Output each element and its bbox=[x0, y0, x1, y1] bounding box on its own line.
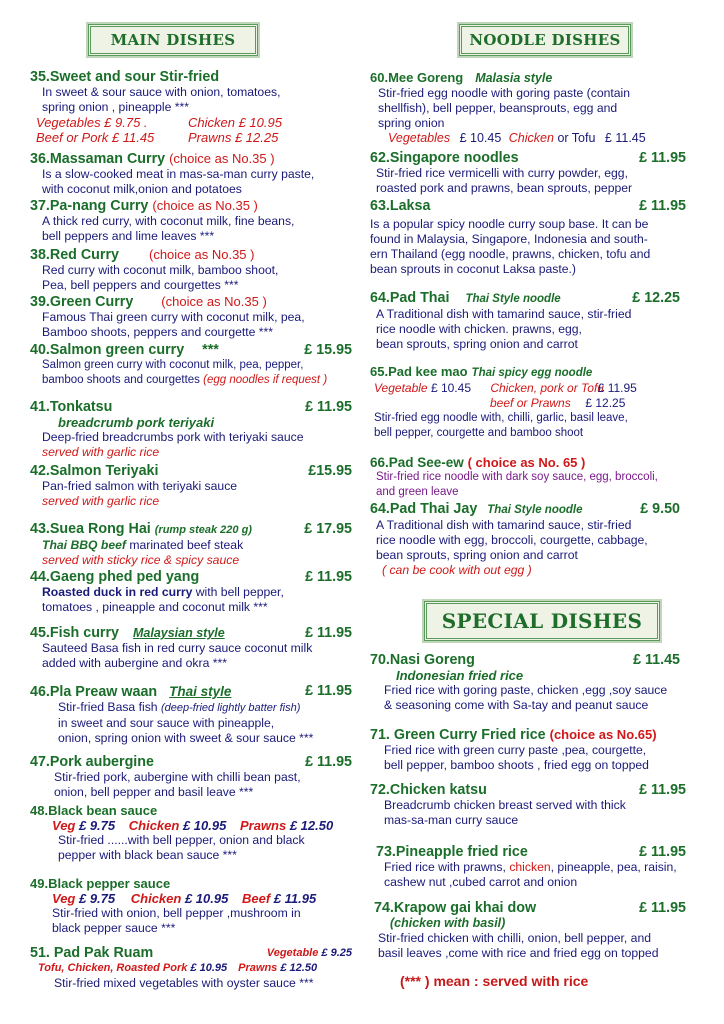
item-price: £ 11.95 bbox=[639, 782, 686, 798]
item-title: 47.Pork aubergine bbox=[30, 754, 154, 770]
item-subtitle: Thai BBQ beef bbox=[42, 538, 126, 552]
price-label: Vegetables bbox=[388, 131, 451, 145]
item-desc-line: onion, spring onion with sweet & sour sauce *** bbox=[58, 731, 314, 745]
price-label: Vegetables £ 9.75 . bbox=[36, 115, 148, 130]
price-value: £ 11.95 bbox=[597, 381, 637, 395]
item-note: (deep-fried lightly batter fish) bbox=[160, 702, 301, 714]
item-note: served with garlic rice bbox=[42, 445, 160, 459]
item-desc-line: Bamboo shoots, peppers and courgette *** bbox=[42, 325, 274, 339]
item-desc-line: tomatoes , pineapple and coconut milk *** bbox=[42, 600, 268, 614]
price-label: beef or Prawns bbox=[490, 396, 571, 410]
item-desc-line: A Traditional dish with tamarind sauce, stir-fried bbox=[376, 307, 632, 321]
price-value: £ 11.45 bbox=[604, 131, 646, 145]
price-label: Chicken, pork or Tofu bbox=[490, 381, 604, 395]
item-choice: (choice as No.35 ) bbox=[169, 151, 275, 166]
item-desc-line: A thick red curry, with coconut milk, fine beans, bbox=[42, 214, 295, 228]
item-desc-line: with coconut milk,onion and potatoes bbox=[42, 182, 242, 196]
item-desc-line: Deep-fried breadcrumbs pork with teriyaki sauce bbox=[42, 430, 304, 444]
item-title: 43.Suea Rong Hai bbox=[30, 521, 151, 537]
menu-item-73 bbox=[370, 845, 690, 890]
menu-item-74 bbox=[370, 901, 690, 961]
item-desc-line: bean sprouts in coconut Laksa paste.) bbox=[370, 262, 576, 276]
item-desc-line: Stir-fried rice vermicelli with curry powder, egg, bbox=[376, 166, 628, 180]
item-subtitle: (chicken with basil) bbox=[390, 916, 506, 930]
menu-item-46 bbox=[30, 684, 352, 746]
item-desc-line: basil leaves ,come with rice and fried egg on topped bbox=[378, 946, 659, 960]
menu-item-65 bbox=[370, 364, 690, 441]
price-label: Chicken bbox=[508, 131, 554, 145]
menu-item-40 bbox=[30, 343, 352, 388]
item-subtitle: breadcrumb pork teriyaki bbox=[58, 415, 215, 430]
item-note: ( can be cook with out egg ) bbox=[382, 563, 532, 577]
special-dishes-banner: SPECIAL DISHES bbox=[424, 601, 660, 641]
item-desc-line: marinated beef steak bbox=[129, 538, 244, 552]
item-desc-line: Sauteed Basa fish in red curry sauce coconut milk bbox=[42, 641, 313, 655]
item-desc-line: mas-sa-man curry sauce bbox=[384, 813, 519, 827]
item-desc-line: Stir-fried Basa fish bbox=[58, 700, 158, 714]
menu-item-37 bbox=[30, 198, 352, 244]
item-desc-line: Stir-fried pork, aubergine with chilli bean past, bbox=[54, 770, 301, 784]
item-note: served with sticky rice & spicy sauce bbox=[42, 553, 240, 567]
item-price: £ 11.95 bbox=[305, 754, 352, 770]
item-price: £ 11.45 bbox=[633, 652, 680, 668]
noodle-dishes-banner: NOODLE DISHES bbox=[459, 24, 631, 56]
item-highlight: Roasted duck in red curry bbox=[42, 585, 193, 599]
price-label: Chicken bbox=[130, 891, 182, 906]
item-desc-line: Stir-fried egg noodle with goring paste (contain bbox=[378, 86, 631, 100]
item-desc-highlight: chicken bbox=[509, 860, 551, 874]
item-desc-line: Is a slow-cooked meat in mas-sa-man curry paste, bbox=[42, 167, 315, 181]
item-desc-line: bean sprouts, spring onion and carrot bbox=[376, 548, 578, 562]
item-subtitle: Thai spicy egg noodle bbox=[471, 367, 593, 379]
item-price: £ 11.95 bbox=[305, 569, 352, 585]
item-desc-line: ern Thailand (egg noodle, prawns, chicken, tofu and bbox=[370, 247, 651, 261]
menu-item-64 bbox=[370, 291, 690, 352]
item-title: 37.Pa-nang Curry bbox=[30, 198, 149, 214]
item-price: £ 15.95 bbox=[304, 342, 352, 358]
item-title: 73.Pineapple fried rice bbox=[376, 844, 528, 860]
item-desc-line: pepper with black bean sauce *** bbox=[58, 848, 237, 862]
item-subtitle: Malasia style bbox=[475, 71, 553, 85]
menu-item-45 bbox=[30, 626, 352, 671]
price-value: £ 12.50 bbox=[280, 962, 318, 974]
item-desc-line: , pineapple, pea, raisin, bbox=[550, 860, 677, 874]
item-subtitle: Thai style bbox=[169, 684, 232, 699]
menu-item-49 bbox=[30, 876, 352, 936]
item-desc-line: bean sprouts, spring onion and carrot bbox=[376, 337, 578, 351]
item-title: 46.Pla Preaw waan bbox=[30, 684, 158, 700]
item-subtitle: Malaysian style bbox=[132, 626, 225, 640]
item-desc-line: Fried rice with goring paste, chicken ,egg ,soy sauce bbox=[384, 683, 668, 697]
item-desc-line: A Traditional dish with tamarind sauce, stir-fried bbox=[376, 518, 632, 532]
item-desc-line: & seasoning come with Sa-tay and peanut sauce bbox=[384, 698, 649, 712]
item-title: 72.Chicken katsu bbox=[370, 782, 487, 798]
item-price: £ 17.95 bbox=[304, 521, 352, 537]
item-desc-line: Famous Thai green curry with coconut milk, pea, bbox=[42, 310, 305, 324]
item-desc-line: Fried rice with prawns, bbox=[384, 860, 506, 874]
price-value: £ 12.25 bbox=[585, 396, 626, 410]
item-price: £ 11.95 bbox=[639, 198, 686, 214]
item-desc-line: black pepper sauce *** bbox=[52, 921, 176, 935]
rice-stars: *** bbox=[202, 342, 219, 358]
price-label: Prawns £ 12.25 bbox=[188, 130, 279, 145]
price-value: £ 10.95 bbox=[190, 962, 228, 974]
item-title: 41.Tonkatsu bbox=[30, 399, 113, 415]
item-title: 40.Salmon green curry bbox=[30, 342, 185, 358]
item-desc-line: with bell pepper, bbox=[195, 585, 284, 599]
menu-item-44 bbox=[30, 570, 352, 615]
item-title: 36.Massaman Curry bbox=[30, 151, 166, 167]
item-title: 66.Pad See-ew bbox=[370, 455, 464, 470]
price-label: Chicken £ 10.95 bbox=[188, 115, 282, 130]
menu-item-66 bbox=[370, 455, 690, 500]
price-value: £ 10.45 bbox=[459, 131, 502, 145]
item-title: 74.Krapow gai khai dow bbox=[374, 900, 537, 916]
item-title: 38.Red Curry bbox=[30, 247, 119, 263]
menu-item-62 bbox=[370, 151, 690, 196]
price-value: £ 9.75 bbox=[78, 891, 116, 906]
menu-item-47 bbox=[30, 755, 352, 800]
item-desc-line: found in Malaysia, Singapore, Indonesia and south- bbox=[370, 232, 648, 246]
item-title: 49.Black pepper sauce bbox=[30, 876, 171, 891]
item-title: 39.Green Curry bbox=[30, 294, 134, 310]
item-desc-line: spring onion bbox=[378, 116, 445, 130]
menu-item-42 bbox=[30, 464, 352, 509]
item-desc-line: bamboo shoots and courgettes bbox=[42, 374, 200, 386]
item-tag: (rump steak 220 g) bbox=[154, 524, 252, 536]
menu-item-71 bbox=[370, 727, 690, 773]
item-choice: (choice as No.35 ) bbox=[161, 294, 267, 309]
price-label: Beef bbox=[241, 891, 271, 906]
item-desc-line: in sweet and sour sauce with pineapple, bbox=[58, 716, 275, 730]
price-value: £ 12.50 bbox=[289, 818, 334, 833]
menu-item-60 bbox=[370, 70, 690, 146]
item-title: 65.Pad kee mao bbox=[370, 364, 468, 379]
item-desc-line: and green leave bbox=[376, 486, 459, 498]
item-price: £ 11.95 bbox=[639, 900, 686, 916]
item-desc-line: Pan-fried salmon with teriyaki sauce bbox=[42, 479, 238, 493]
menu-item-51 bbox=[30, 946, 352, 991]
item-note: (egg noodles if request ) bbox=[203, 374, 328, 386]
menu-item-70 bbox=[370, 653, 690, 713]
item-desc-line: shellfish), bell pepper, beansprouts, egg and bbox=[378, 101, 618, 115]
item-desc-line: bell pepper, bamboo shoots , fried egg on topped bbox=[384, 758, 649, 772]
menu-item-35 bbox=[30, 70, 352, 145]
item-title: 35.Sweet and sour Stir-fried bbox=[30, 69, 220, 85]
menu-item-38 bbox=[30, 247, 352, 293]
item-title: 64.Pad Thai bbox=[370, 290, 450, 306]
price-value: £ 9.25 bbox=[321, 947, 352, 959]
menu-item-48 bbox=[30, 803, 352, 863]
price-label: or Tofu bbox=[557, 131, 596, 145]
item-note: served with garlic rice bbox=[42, 494, 160, 508]
item-title: 63.Laksa bbox=[370, 198, 431, 214]
price-value: £ 9.75 bbox=[78, 818, 116, 833]
price-label: Vegetable bbox=[374, 381, 428, 395]
item-desc-line: Stir-fried rice noodle with dark soy sauce, egg, broccoli, bbox=[376, 471, 658, 483]
item-price: £ 11.95 bbox=[305, 625, 352, 641]
item-subtitle: Thai Style noodle bbox=[487, 504, 583, 516]
menu-item-43 bbox=[30, 522, 352, 568]
item-price: £15.95 bbox=[308, 463, 352, 479]
menu-item-36 bbox=[30, 151, 352, 197]
item-price: £ 11.95 bbox=[639, 844, 686, 860]
item-desc-line: bell peppers and lime leaves *** bbox=[42, 229, 215, 243]
item-desc-line: Stir-fried mixed vegetables with oyster sauce *** bbox=[54, 976, 314, 990]
item-desc-line: Is a popular spicy noodle curry soup base. It can be bbox=[370, 217, 649, 231]
price-label: Veg bbox=[52, 818, 76, 833]
item-desc-line: Breadcrumb chicken breast served with thick bbox=[384, 798, 626, 812]
item-title: 42.Salmon Teriyaki bbox=[30, 463, 159, 479]
item-title: 45.Fish curry bbox=[30, 625, 119, 641]
item-desc-line: rice noodle with chicken. prawns, egg, bbox=[376, 322, 582, 336]
item-desc-line: In sweet & sour sauce with onion, tomatoes, bbox=[42, 85, 281, 99]
item-desc-line: Stir-fried with onion, bell pepper ,mushroom in bbox=[52, 906, 301, 920]
price-label: Vegetable bbox=[266, 947, 319, 959]
main-dishes-banner: MAIN DISHES bbox=[88, 24, 258, 56]
item-desc-line: added with aubergine and okra *** bbox=[42, 656, 227, 670]
rice-legend: (*** ) mean : served with rice bbox=[400, 973, 589, 989]
menu-item-63 bbox=[370, 199, 690, 277]
item-title: 60.Mee Goreng bbox=[370, 70, 464, 85]
item-price: £ 12.25 bbox=[632, 290, 680, 306]
item-choice: (choice as No.35 ) bbox=[152, 198, 258, 213]
price-label: Prawns bbox=[238, 962, 278, 974]
item-price: £ 11.95 bbox=[639, 150, 686, 166]
item-desc-line: roasted pork and prawns, bean sprouts, pepper bbox=[376, 181, 633, 195]
item-choice: (choice as No.65) bbox=[549, 727, 657, 742]
item-subtitle: Thai Style noodle bbox=[465, 293, 561, 305]
item-price: £ 11.95 bbox=[305, 399, 352, 415]
price-value: £ 10.95 bbox=[184, 891, 229, 906]
item-title: 70.Nasi Goreng bbox=[370, 652, 475, 668]
item-price: £ 9.50 bbox=[640, 501, 680, 517]
item-desc-line: Stir-fried ......with bell pepper, onion and black bbox=[58, 833, 305, 847]
item-desc-line: Stir-fried egg noodle with, chilli, garlic, basil leave, bbox=[374, 412, 628, 424]
item-subtitle: Indonesian fried rice bbox=[396, 668, 524, 683]
item-desc-line: rice noodle with egg, broccoli, courgette, cabbage, bbox=[376, 533, 648, 547]
item-desc-line: Stir-fried chicken with chilli, onion, bell pepper, and bbox=[378, 931, 652, 945]
price-label: Chicken bbox=[128, 818, 180, 833]
item-choice: (choice as No.35 ) bbox=[148, 247, 255, 262]
item-title: 44.Gaeng phed ped yang bbox=[30, 569, 200, 585]
item-title: 71. Green Curry Fried rice bbox=[370, 727, 546, 743]
price-value: £ 10.45 bbox=[430, 381, 471, 395]
price-label: Veg bbox=[52, 891, 76, 906]
item-desc-line: Fried rice with green curry paste ,pea, courgette, bbox=[384, 743, 647, 757]
item-desc-line: onion, bell pepper and basil leave *** bbox=[54, 785, 254, 799]
price-value: £ 10.95 bbox=[182, 818, 227, 833]
price-label: Beef or Pork £ 11.45 bbox=[36, 130, 155, 145]
item-title: 51. Pad Pak Ruam bbox=[30, 945, 154, 961]
menu-item-39 bbox=[30, 294, 352, 340]
item-price: £ 11.95 bbox=[305, 683, 352, 699]
price-label: Tofu, Chicken, Roasted Pork bbox=[38, 962, 188, 974]
item-title: 62.Singapore noodles bbox=[370, 150, 519, 166]
price-value: £ 11.95 bbox=[273, 891, 317, 906]
item-desc-line: Red curry with coconut milk, bamboo shoot, bbox=[42, 263, 279, 277]
item-title: 48.Black bean sauce bbox=[30, 803, 158, 818]
item-title: 64.Pad Thai Jay bbox=[370, 501, 478, 517]
menu-item-64-jay bbox=[370, 502, 690, 578]
item-desc-line: bell pepper, courgette and bamboo shoot bbox=[374, 427, 584, 439]
price-label: Prawns bbox=[239, 818, 287, 833]
item-desc-line: Salmon green curry with coconut milk, pea, pepper, bbox=[42, 359, 304, 371]
item-desc-line: Pea, bell peppers and courgettes *** bbox=[42, 278, 239, 292]
menu-item-72 bbox=[370, 783, 690, 828]
item-desc-line: cashew nut ,cubed carrot and onion bbox=[384, 875, 578, 889]
item-desc-line: spring onion , pineapple *** bbox=[42, 100, 190, 114]
item-choice: ( choice as No. 65 ) bbox=[467, 455, 586, 470]
menu-item-41 bbox=[30, 400, 352, 460]
